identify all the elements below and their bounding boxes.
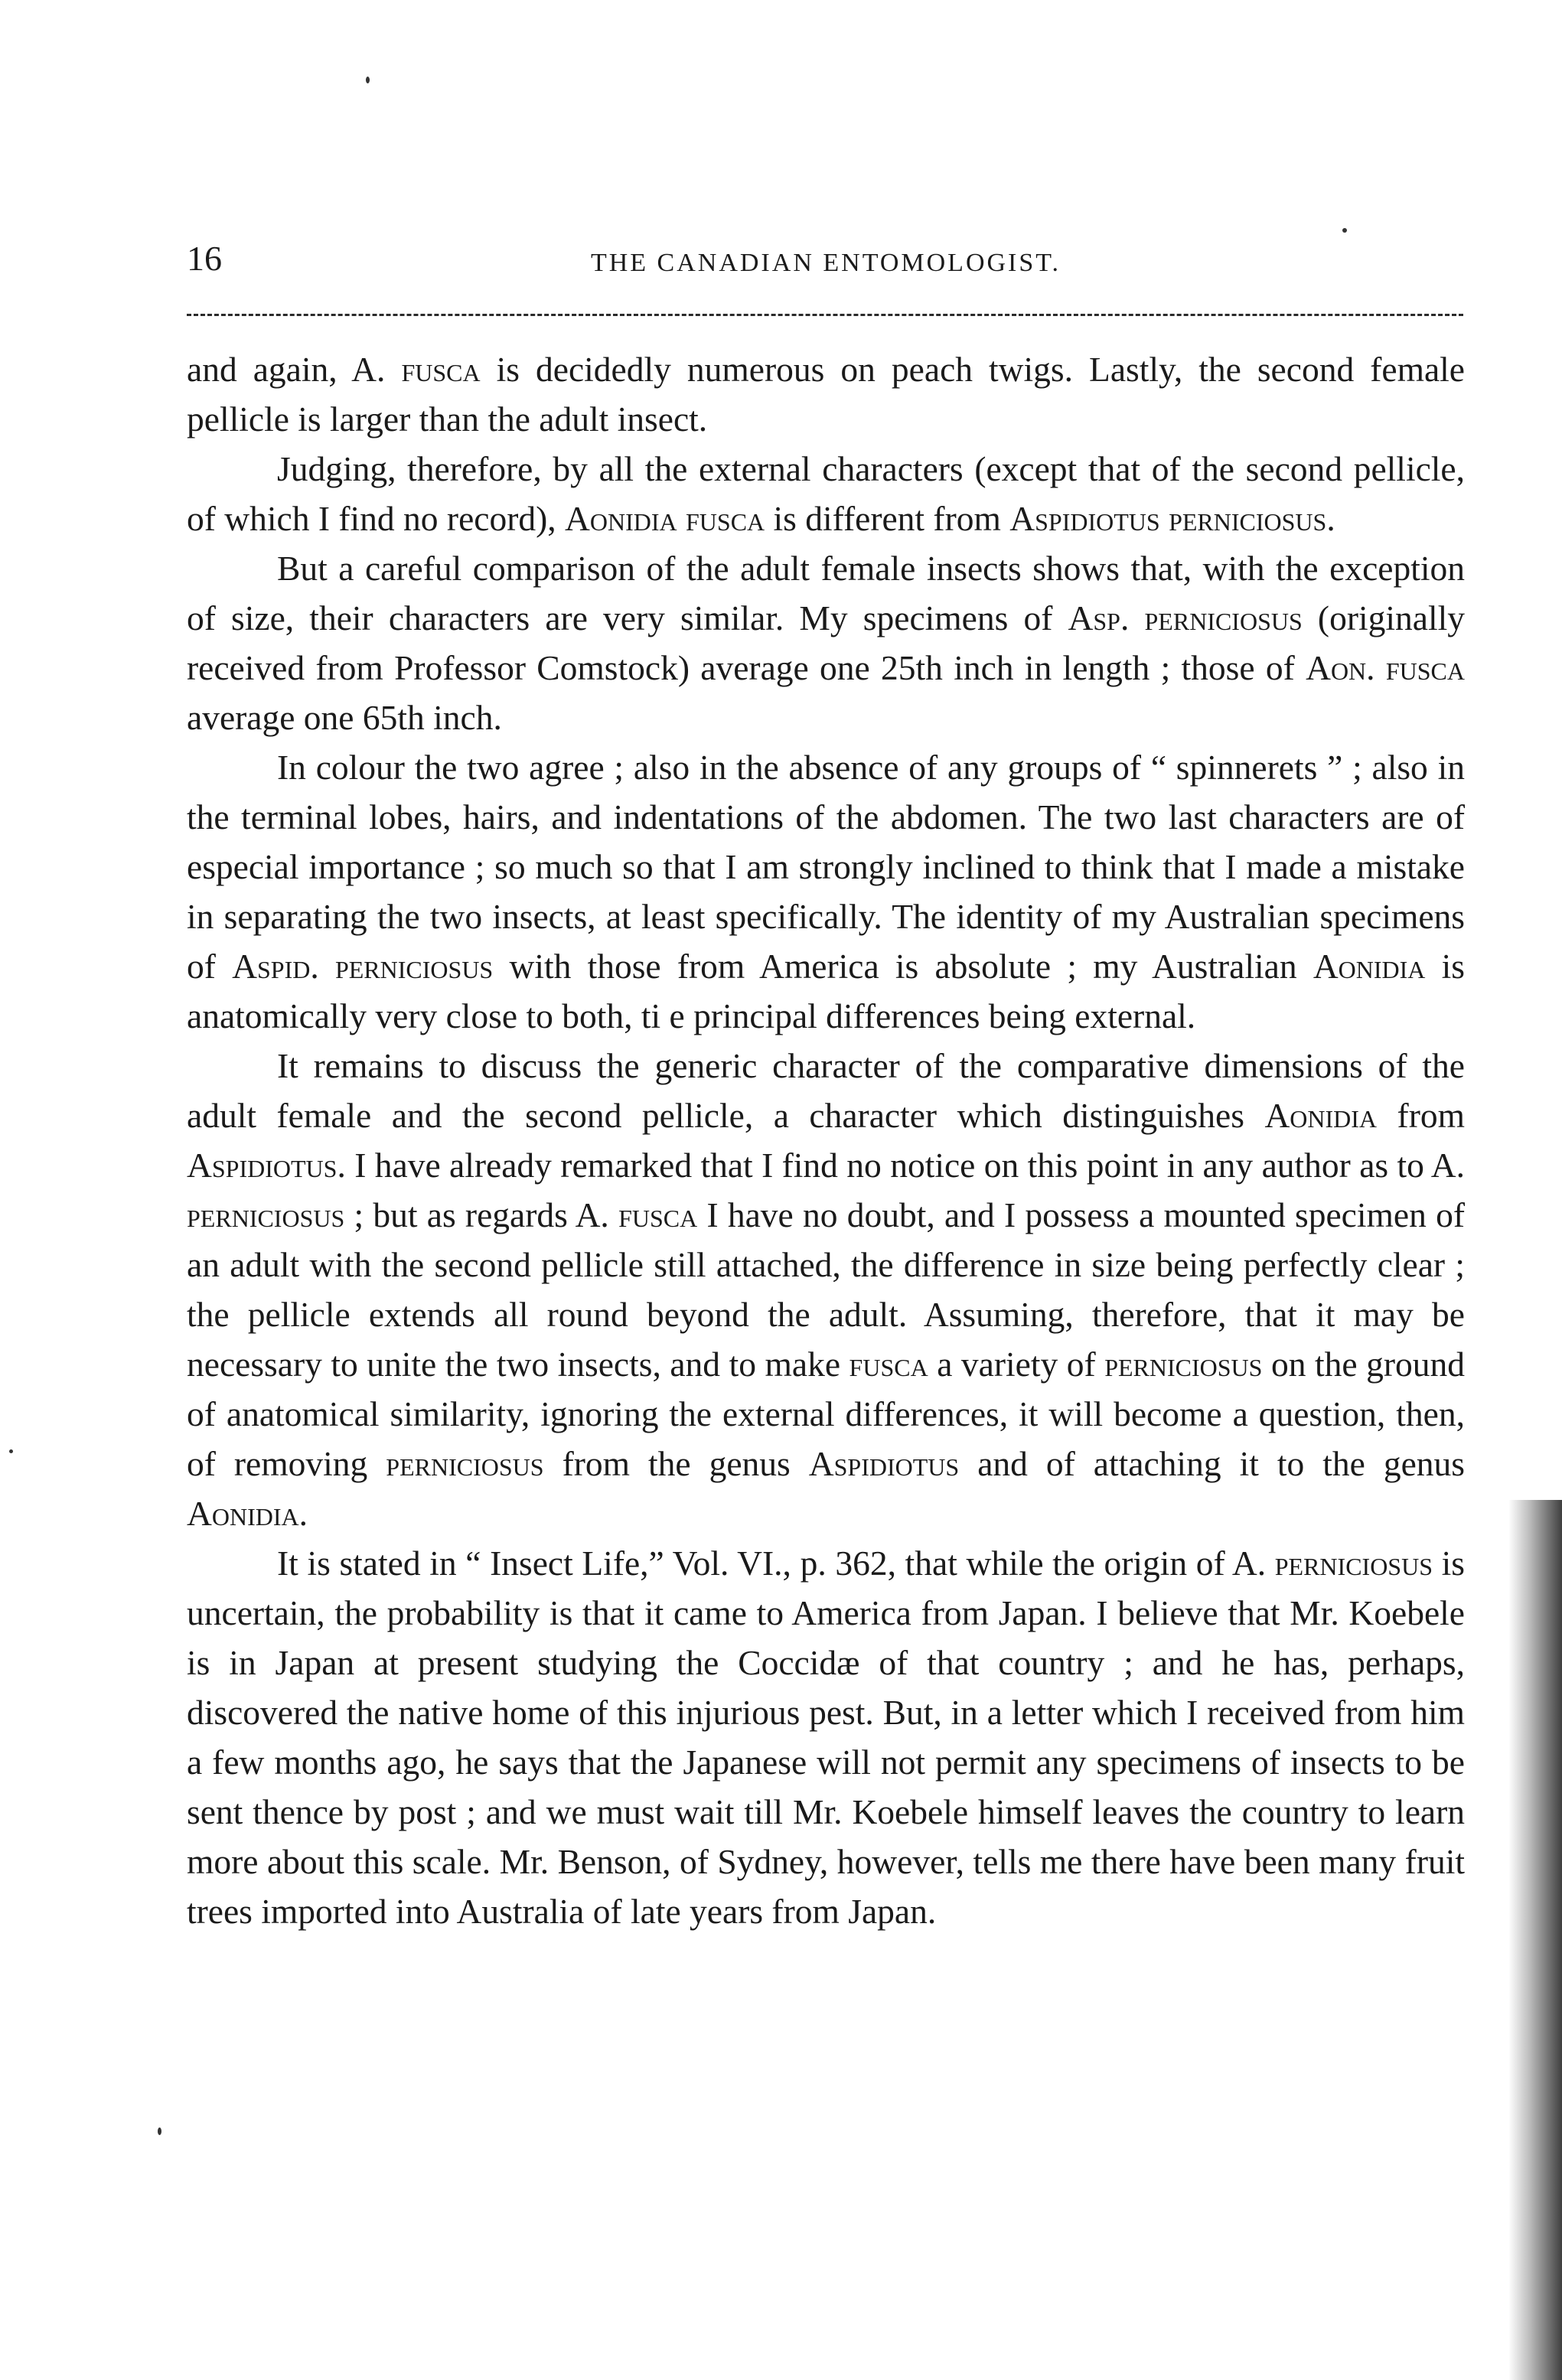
- page-number: 16: [187, 239, 222, 278]
- text-run: In colour the two agree ; also in the absence of any groups of “ spinnerets ” ; also in the terminal lobes, hairs, and indentations of the abdomen. The two last characters are of especial importance ; so much so that I am strongly inclined to think that I made a mistake in separating the two insects, at least specifically. The identity of my Australian specimens of: [187, 748, 1465, 986]
- paragraph: [187, 742, 1465, 1041]
- paragraph: [187, 1538, 1465, 1936]
- taxon-name: fusca: [401, 350, 481, 389]
- text-run: is decidedly numerous on peach twigs. Lastly, the second female pellicle is larger than the adult insect.: [187, 350, 1466, 439]
- taxon-name: Aspid. perniciosus: [232, 947, 494, 986]
- taxon-name: Aonidia: [1313, 947, 1426, 986]
- text-run: on the ground of anatomical similarity, ignoring the external differences, it will become a question, then, of removing: [187, 1345, 1465, 1483]
- text-run: .: [1326, 499, 1335, 538]
- taxon-name: perniciosus: [1274, 1544, 1433, 1583]
- taxon-name: Aonidia: [187, 1494, 299, 1533]
- header-rule: [187, 314, 1463, 316]
- running-title: THE CANADIAN ENTOMOLOGIST.: [590, 249, 1061, 277]
- paragraph: [187, 1041, 1465, 1538]
- text-run: from: [1377, 1096, 1466, 1135]
- scan-edge-shadow: [1508, 1500, 1562, 2380]
- taxon-name: Aonidia fusca: [565, 499, 765, 538]
- taxon-name: Asp. perniciosus: [1068, 598, 1303, 637]
- text-run: I have no doubt, and I possess a mounted specimen of an adult with the second pellicle still attached, the difference in size being perfectly clear ; the pellicle extends all round beyond the adult. Assuming, therefore, that it may be necessary to unite the two insects, and to make: [187, 1195, 1466, 1384]
- text-run: (originally received from Professor Comstock) average one 25th inch in length ; those of: [187, 598, 1465, 687]
- text-run: . I have already remarked that I find no notice on this point in any author as to A.: [337, 1146, 1465, 1185]
- taxon-name: Aonidia: [1264, 1096, 1378, 1135]
- taxon-name: Aspidiotus: [808, 1444, 960, 1483]
- text-run: It is stated in “ Insect Life,” Vol. VI., p. 362, that while the origin of A.: [277, 1544, 1275, 1583]
- paragraph: [187, 543, 1465, 742]
- taxon-name: fusca: [618, 1195, 698, 1234]
- taxon-name: perniciosus: [187, 1195, 345, 1234]
- paragraph: [187, 344, 1465, 444]
- text-run: .: [298, 1494, 308, 1533]
- scan-speck: [9, 1449, 13, 1453]
- text-run: It remains to discuss the generic character of the comparative dimensions of the adult female and the second pellicle, a character which distinguishes: [187, 1046, 1465, 1135]
- taxon-name: fusca: [849, 1345, 928, 1384]
- text-run: Judging, therefore, by all the external characters (except that of the second pellicle, of which I find no record),: [187, 449, 1465, 538]
- article-body: [187, 344, 1465, 1936]
- text-run: ; but as regards A.: [344, 1195, 619, 1234]
- taxon-name: Aspidiotus perniciosus: [1009, 499, 1327, 538]
- scan-speck: [158, 2127, 161, 2135]
- taxon-name: Aspidiotus: [187, 1146, 338, 1185]
- text-run: But a careful comparison of the adult female insects shows that, with the exception of size, their characters are very similar. My specimens of: [187, 549, 1465, 637]
- taxon-name: perniciosus: [1104, 1345, 1263, 1384]
- paragraph: [187, 444, 1465, 543]
- text-run: and again, A.: [187, 350, 402, 389]
- running-header: [187, 236, 1465, 289]
- text-run: is anatomically very close to both, ti e principal differences being external.: [187, 947, 1465, 1035]
- taxon-name: Aon. fusca: [1306, 648, 1466, 687]
- text-run: from the genus: [543, 1444, 809, 1483]
- taxon-name: perniciosus: [386, 1444, 544, 1483]
- text-run: with those from America is absolute ; my Australian: [493, 947, 1313, 986]
- text-run: average one 65th inch.: [187, 698, 502, 737]
- scan-speck: [1342, 228, 1347, 233]
- scan-speck: [366, 77, 370, 83]
- text-run: a variety of: [928, 1345, 1105, 1384]
- text-run: is uncertain, the probability is that it came to America from Japan. I believe that Mr. Koebele is in Japan at present studying the Coccidæ of that country ; and he has, perhaps, discovered the native home of this injurious pest. But, in a letter which I received from him a few months ago, he says that the Japanese will not permit any specimens of insects to be sent thence by post ; and we must wait till Mr. Koebele himself leaves the country to learn more about this scale. Mr. Benson, of Sydney, however, tells me there have been many fruit trees imported into Australia of late years from Japan.: [187, 1544, 1465, 1931]
- text-run: and of attaching it to the genus: [959, 1444, 1465, 1483]
- text-run: is different from: [765, 499, 1010, 538]
